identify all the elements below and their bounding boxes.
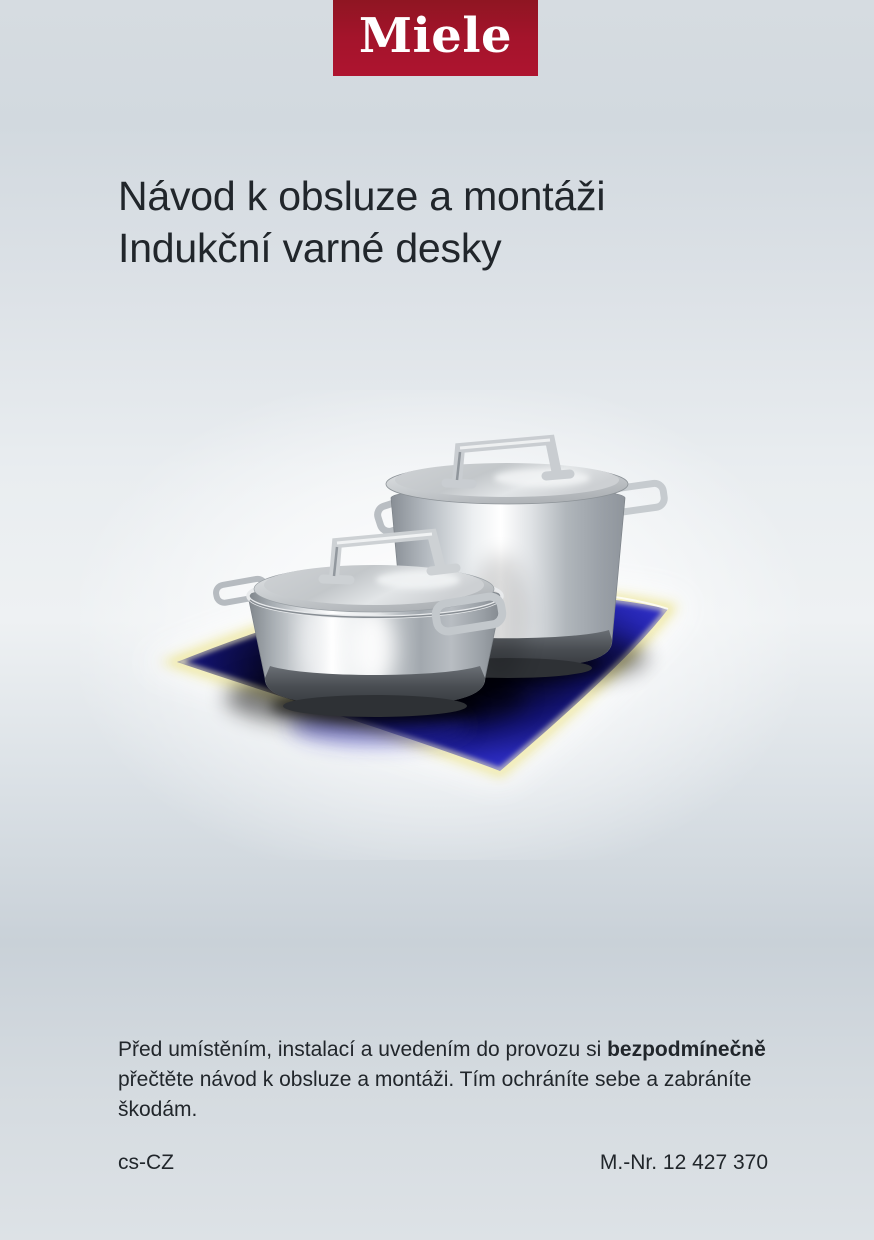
notice-text-after: přečtěte návod k obsluze a montáži. Tím ochráníte sebe a zabráníte škodám. <box>118 1068 752 1121</box>
footer <box>118 1150 768 1176</box>
miele-logo <box>333 0 538 76</box>
material-number: M.-Nr. 12 427 370 <box>599 1151 768 1174</box>
notice-text-bold: bezpodmínečně <box>607 1038 766 1061</box>
notice-text-before: Před umístěním, instalací a uvedením do provozu si <box>118 1038 608 1061</box>
safety-notice <box>118 1035 778 1125</box>
induction-hob-pots-illustration <box>80 390 800 860</box>
title-line-1: Návod k obsluze a montáži <box>118 173 606 219</box>
title-line-2: Indukční varné desky <box>118 225 502 271</box>
language-code: cs-CZ <box>118 1151 174 1174</box>
page-title <box>118 170 778 274</box>
miele-logo-text: Miele <box>358 8 513 64</box>
